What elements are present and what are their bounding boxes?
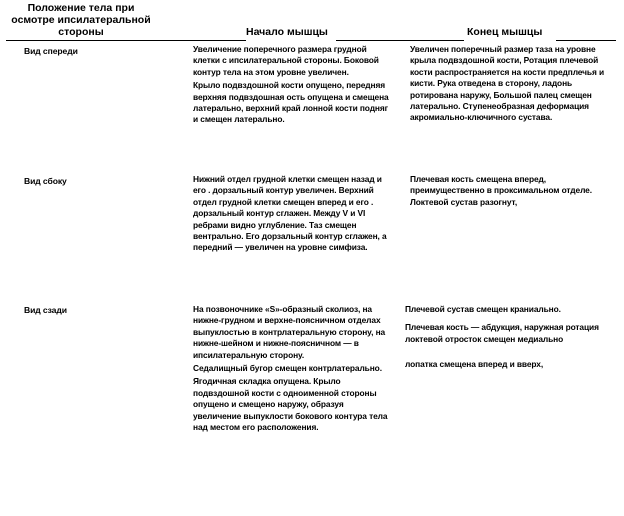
cell-paragraph: Ягодичная складка опущена. Крыло подвздошной кости с одноименной стороны опущено и смещено наружу, образуя увеличение выпуклости бокового контура тела над местом его расположения. (193, 376, 388, 433)
cell-paragraph: На позвоночнике «S»-образный сколиоз, на нижне-грудном и верхне-поясничном отделах выпуклостью в контрлатеральную сторону, на нижне-шейном и нижне-поясничном — в ипсилатеральную сторону. (193, 304, 386, 360)
row-back-start (193, 304, 393, 435)
cell-paragraph: Плечевая кость — абдукция, наружная ротация локтевой отросток смещен медиально (405, 322, 599, 344)
cell-paragraph: Плечевая кость смещена вперед, преимущественно в проксимальном отделе. Локтевой сустав разогнут, (410, 174, 592, 207)
row-view-back: Вид сзади (24, 305, 67, 315)
cell-paragraph: Увеличение поперечного размера грудной клетки с ипсилатеральной стороны. Боковой контур тела на этом уровне увеличен. (193, 44, 379, 77)
row-side-start (193, 174, 393, 256)
cell-paragraph: Плечевой сустав смещен краниально. (405, 304, 561, 314)
row-front-end (410, 44, 606, 126)
cell-paragraph: Крыло подвздошной кости опущено, передняя верхняя подвздошная ость опущена и смещена латерально, верхний край лонной кости подняг и смещен латерально. (193, 80, 389, 125)
header-underline-4 (556, 40, 616, 41)
header-position: Положение тела при осмотре ипсилатеральной стороны (11, 2, 151, 38)
header-underline-1 (6, 40, 120, 41)
header-underline-3 (336, 40, 464, 41)
row-view-side: Вид сбоку (24, 176, 67, 186)
row-side-end (410, 174, 606, 210)
cell-paragraph: Увеличен поперечный размер таза на уровне крыла подвздошной кости, Ротация плечевой кости распространяется на кости предплечья и кисти. Рука отведена в сторону, ладонь ротирована наружу, Большой палец смещен латерально. Ступенеобразная деформация акромиально-ключичного сустава. (410, 44, 605, 123)
row-view-front: Вид спереди (24, 46, 78, 56)
header-muscle-end: Конец мышцы (467, 26, 543, 38)
header-underline-2 (120, 40, 246, 41)
cell-paragraph: лопатка смещена вперед и вверх, (405, 359, 544, 370)
cell-paragraph: Седалищный бугор смещен контрлатерально. (193, 363, 382, 374)
header-muscle-start: Начало мышцы (246, 26, 328, 38)
cell-paragraph: Нижний отдел грудной клетки смещен назад и его . дорзальный контур увеличен. Верхний отдел грудной клетки смещен вперед и его . дорзальный контур сглажен. Между V и VI ребрами видно углубление. Таз смещен вентрально. Его дорзальный контур сглажен, а передний — увеличен на уровне симфиза. (193, 174, 387, 253)
row-back-end (405, 304, 605, 373)
row-front-start (193, 44, 393, 128)
